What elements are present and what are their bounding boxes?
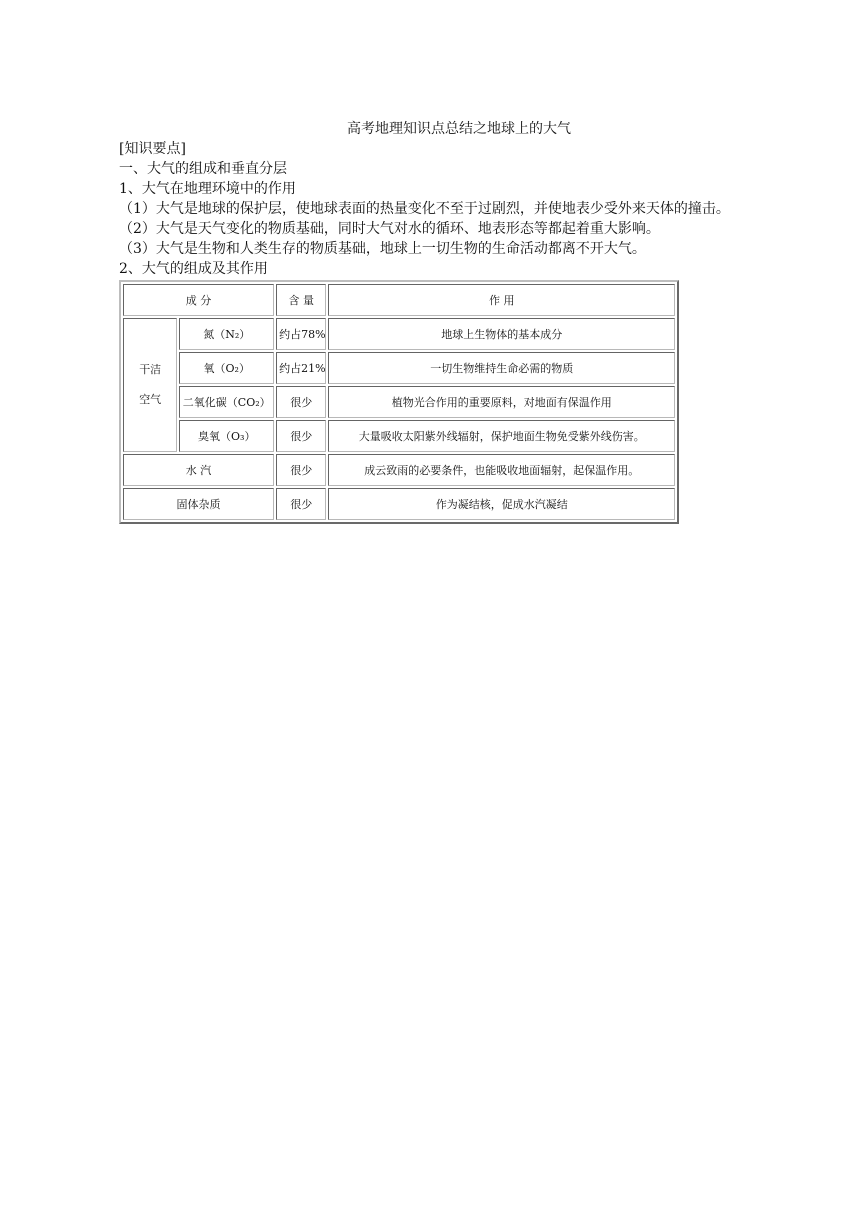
document-body xyxy=(119,119,759,524)
component-role: 作为凝结核，促成水汽凝结 xyxy=(328,488,675,520)
section-label: [知识要点] xyxy=(119,141,186,157)
component-role: 一切生物维持生命必需的物质 xyxy=(328,352,675,384)
component-role: 成云致雨的必要条件，也能吸收地面辐射，起保温作用。 xyxy=(328,454,675,486)
atmosphere-composition-table xyxy=(119,280,679,524)
header-content: 含 量 xyxy=(276,284,326,316)
paragraph-3: （3）大气是生物和人类生存的物质基础，地球上一切生物的生命活动都离不开大气。 xyxy=(119,241,646,257)
component-amount: 很少 xyxy=(276,420,326,452)
component-amount: 很少 xyxy=(276,386,326,418)
table-header-row xyxy=(123,284,675,316)
heading-1: 一、大气的组成和垂直分层 xyxy=(119,161,287,177)
component-amount: 很少 xyxy=(276,488,326,520)
component-amount: 约占21% xyxy=(276,352,326,384)
document-title: 高考地理知识点总结之地球上的大气 xyxy=(347,121,571,137)
component-name: 氧（O₂） xyxy=(179,352,274,384)
table-row xyxy=(123,352,675,384)
dry-air-label-line-2: 空气 xyxy=(139,393,162,406)
table-row xyxy=(123,386,675,418)
component-name: 水 汽 xyxy=(123,454,274,486)
paragraph-2: （2）大气是天气变化的物质基础，同时大气对水的循环、地表形态等都起着重大影响。 xyxy=(119,221,660,237)
dry-air-label xyxy=(123,318,177,452)
subheading-1: 1、大气在地理环境中的作用 xyxy=(119,181,296,197)
component-name: 臭氧（O₃） xyxy=(179,420,274,452)
component-amount: 很少 xyxy=(276,454,326,486)
table-row xyxy=(123,454,675,486)
component-name: 氮（N₂） xyxy=(179,318,274,350)
header-role: 作 用 xyxy=(328,284,675,316)
paragraph-1: （1）大气是地球的保护层，使地球表面的热量变化不至于过剧烈，并使地表少受外来天体的撞击。 xyxy=(119,201,730,217)
table-row xyxy=(123,318,675,350)
subheading-2: 2、大气的组成及其作用 xyxy=(119,261,268,277)
table-row xyxy=(123,420,675,452)
component-name: 二氧化碳（CO₂） xyxy=(179,386,274,418)
header-component: 成 分 xyxy=(123,284,274,316)
component-role: 地球上生物体的基本成分 xyxy=(328,318,675,350)
table-row xyxy=(123,488,675,520)
component-role: 植物光合作用的重要原料，对地面有保温作用 xyxy=(328,386,675,418)
dry-air-label-line-1: 干洁 xyxy=(139,363,162,376)
component-role: 大量吸收太阳紫外线辐射，保护地面生物免受紫外线伤害。 xyxy=(328,420,675,452)
component-amount: 约占78% xyxy=(276,318,326,350)
component-name: 固体杂质 xyxy=(123,488,274,520)
